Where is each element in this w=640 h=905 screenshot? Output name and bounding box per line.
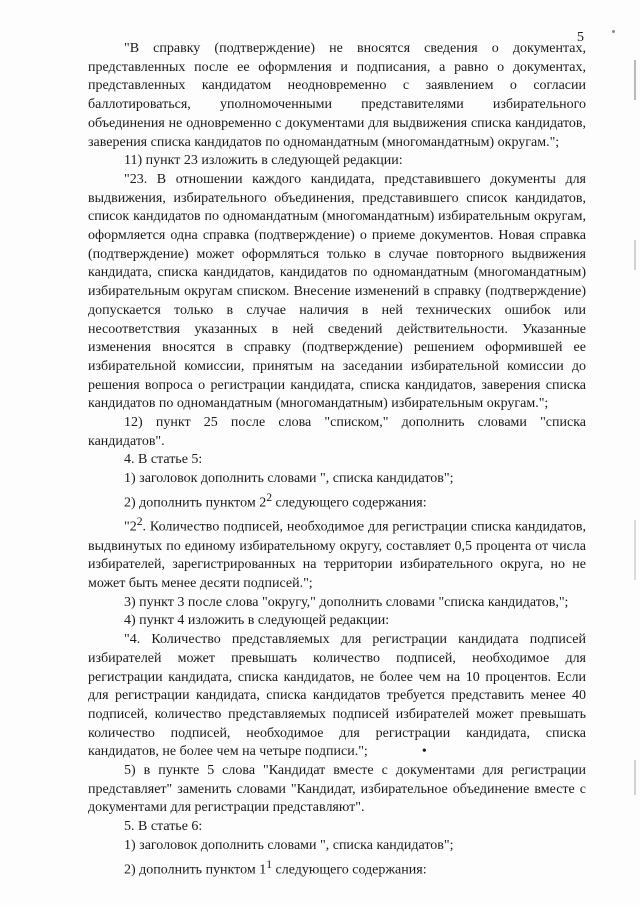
paragraph-article-6-item-2: 2) дополнить пунктом $1^1$ следующего содержания: xyxy=(124,857,427,878)
paragraph-article-5-heading: 4. В статье 5: xyxy=(124,452,203,468)
paragraph-article-5-item-4: 4) пункт 4 изложить в следующей редакции: xyxy=(124,613,390,629)
scan-speck xyxy=(612,30,615,33)
paragraph-item-11: 11) пункт 23 изложить в следующей редакции: xyxy=(124,153,403,169)
paragraph-quote-certificate: "В справку (подтверждение) не вносятся сведения о документах, представленных после ее оформления и подписания, а равно о документах, представленных кандидатом неодновременно с заявлением о согласии баллотироваться, уполномоченными представителями избирательного объединения не одновременно с документами для выдвижения списка кандидатов, заверения списка кандидатов по одномандатным (многомандатным) округам."; xyxy=(88,41,586,150)
superscript: 2 xyxy=(136,515,143,529)
paragraph-article-5-item-2: 2) дополнить пунктом $2^2$ следующего содержания: xyxy=(124,490,427,511)
superscript: 1 xyxy=(266,857,273,871)
paragraph-article-5-item-5: 5) в пункте 5 слова "Кандидат вместе с документами для регистрации представляет" заменить словами "Кандидат, избирательное объединение вместе с документами для регистрации представляют". xyxy=(88,763,586,816)
scan-edge-mark xyxy=(634,760,636,795)
paragraph-article-5-item-3: 3) пункт 3 после слова "округу," дополнить словами "списка кандидатов,"; xyxy=(124,594,569,610)
scan-edge-mark xyxy=(634,520,636,580)
paragraph-item-12: 12) пункт 25 после слова "списком," дополнить словами "списка кандидатов". xyxy=(88,415,586,449)
scan-edge-mark xyxy=(634,60,636,100)
bullet-mark: • xyxy=(421,744,427,760)
paragraph-article-6-heading: 5. В статье 6: xyxy=(124,819,203,835)
document-body xyxy=(88,40,586,880)
superscript: 2 xyxy=(266,490,273,504)
paragraph-article-6-item-1: 1) заголовок дополнить словами ", списка кандидатов"; xyxy=(124,837,454,853)
scan-edge-mark xyxy=(634,240,636,270)
paragraph-clause-23: "23. В отношении каждого кандидата, представившего документы для выдвижения, избирательного объединения, представившего список кандидатов, список кандидатов по одномандатным (многомандатным) избирательным округам, оформляется одна справка (подтверждение) о приеме документов. Новая справка (подтверждение) может оформляться только в случае повторного выдвижения кандидата, списка кандидатов, кандидатов по одномандатным (многомандатным) избирательным округам списком. Внесение изменений в справку (подтверждение) допускается только в случае наличия в ней технических ошибок или несоответствия указанных в ней сведений действительности. Указанные изменения вносятся в справку (подтверждение) решением оформившей ее избирательной комиссии, принятым на заседании избирательной комиссии до решения вопроса о регистрации кандидата, списка кандидатов, заверения списка кандидатов по одномандатным (многомандатным) избирательным округам."; xyxy=(88,171,586,412)
paragraph-clause-2-2: "$2^2$. Количество подписей, необходимое для регистрации списка кандидатов, выдвинутых по единому избирательному округу, составляет 0,5 процента от числа избирателей, зарегистрированных на территории избирательного округа, но не может быть менее десяти подписей."; xyxy=(88,515,586,591)
paragraph-article-5-item-1: 1) заголовок дополнить словами ", списка кандидатов"; xyxy=(124,471,454,487)
paragraph-clause-4: "4. Количество представляемых для регистрации кандидата подписей избирателей может превышать количество подписей, необходимое для регистрации кандидата, списка кандидатов, не более чем на 10 процентов. Если для регистрации кандидата, списка кандидатов требуется представить менее 40 подписей, количество представляемых подписей избирателей может превышать количество подписей, необходимое для регистрации кандидата, списка кандидатов, не более чем на четыре подписи."; • xyxy=(88,631,586,762)
page-number: 5 xyxy=(577,30,584,45)
